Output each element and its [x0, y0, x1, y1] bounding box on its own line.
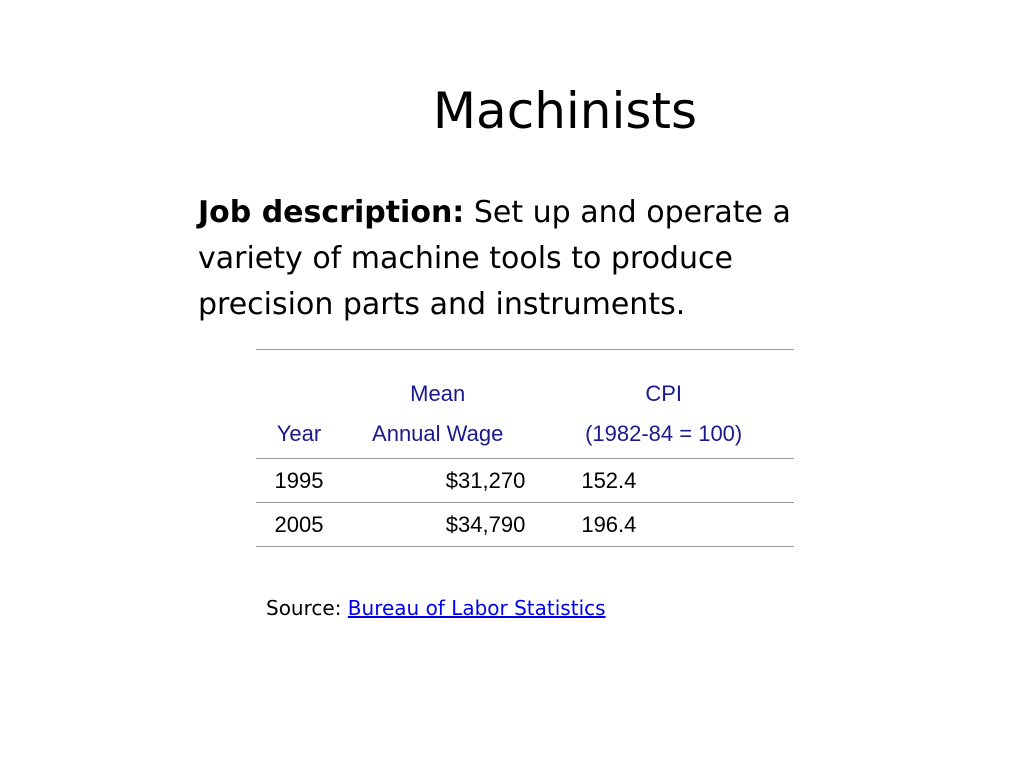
- table-cell: $31,270: [342, 459, 533, 503]
- job-description-text: Set up and operate a variety of machine tools to produce precision parts and instruments.: [198, 195, 791, 322]
- source-label: Source:: [266, 596, 342, 620]
- table-cell: 152.4: [533, 459, 794, 503]
- table-cell: 196.4: [533, 503, 794, 547]
- table-cell: 1995: [256, 459, 342, 503]
- slide-title: Machinists: [432, 82, 698, 140]
- job-description-lead: Job description:: [198, 195, 465, 230]
- table-cell: $34,790: [342, 503, 533, 547]
- source-link[interactable]: Bureau of Labor Statistics: [347, 596, 606, 620]
- table-row: [256, 503, 794, 547]
- job-description: [198, 190, 838, 328]
- header-cell: Mean: [342, 350, 533, 415]
- wage-table-container: [256, 349, 794, 547]
- table-header-row: [256, 414, 794, 459]
- table-header-row: [256, 350, 794, 415]
- header-cell: Annual Wage: [342, 414, 533, 459]
- source-note: [266, 596, 606, 620]
- header-cell: Year: [256, 414, 342, 459]
- wage-table: [256, 349, 794, 547]
- header-cell: [256, 350, 342, 415]
- table-row: [256, 459, 794, 503]
- header-cell: CPI: [533, 350, 794, 415]
- table-cell: 2005: [256, 503, 342, 547]
- header-cell: (1982-84 = 100): [533, 414, 794, 459]
